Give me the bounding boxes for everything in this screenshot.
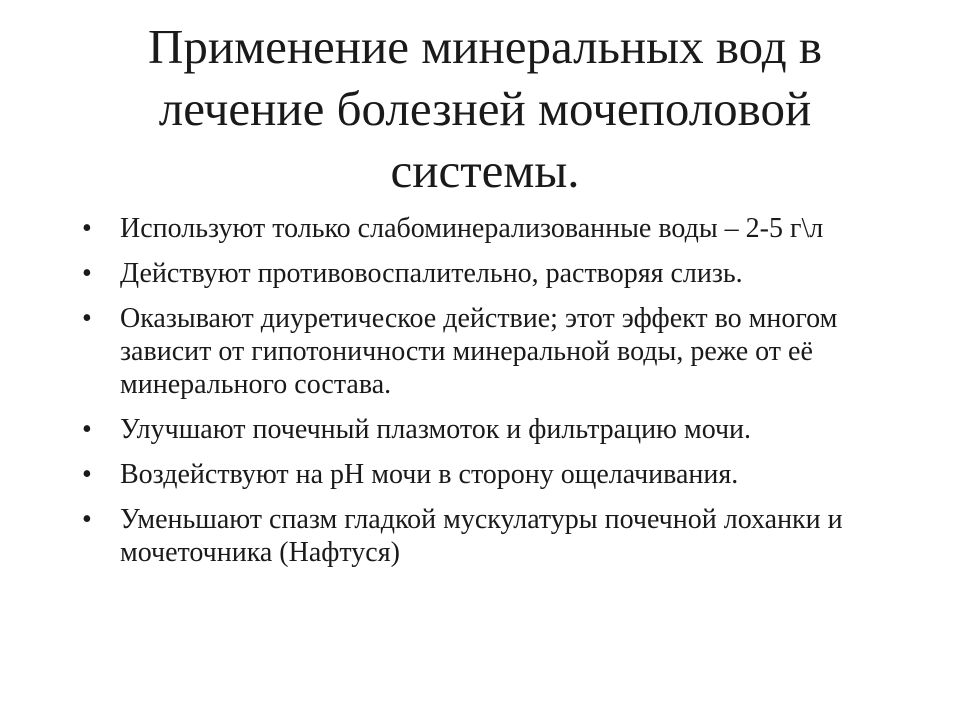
bullet-icon: • — [82, 414, 92, 445]
bullet-item — [82, 413, 882, 446]
bullet-text: Улучшают почечный плазмоток и фильтрацию мочи. — [120, 414, 752, 445]
bullet-text: Уменьшают спазм гладкой мускулатуры почечной лоханки и мочеточника (Нафтуся) — [120, 504, 843, 568]
bullet-icon: • — [82, 258, 92, 289]
slide-title: Применение минеральных вод в лечение болезней мочеполовой системы. — [147, 19, 823, 198]
bullet-text: Воздействуют на pH мочи в сторону ощелачивания. — [120, 459, 739, 490]
bullet-item — [82, 257, 882, 290]
bullet-item — [82, 458, 882, 491]
bullet-text: Действуют противовоспалительно, растворяя слизь. — [120, 258, 743, 289]
bullet-icon: • — [82, 303, 92, 334]
bullet-icon: • — [82, 459, 92, 490]
bullet-text: Используют только слабоминерализованные воды – 2-5 г\л — [120, 213, 824, 244]
bullet-icon: • — [82, 213, 92, 244]
bullet-icon: • — [82, 504, 92, 535]
bullet-item — [82, 212, 882, 245]
bullet-list — [82, 212, 882, 581]
bullet-text: Оказывают диуретическое действие; этот эффект во многом зависит от гипотоничности минеральной воды, реже от её минерального состава. — [120, 303, 838, 400]
bullet-item — [82, 503, 882, 569]
bullet-item — [82, 302, 882, 401]
